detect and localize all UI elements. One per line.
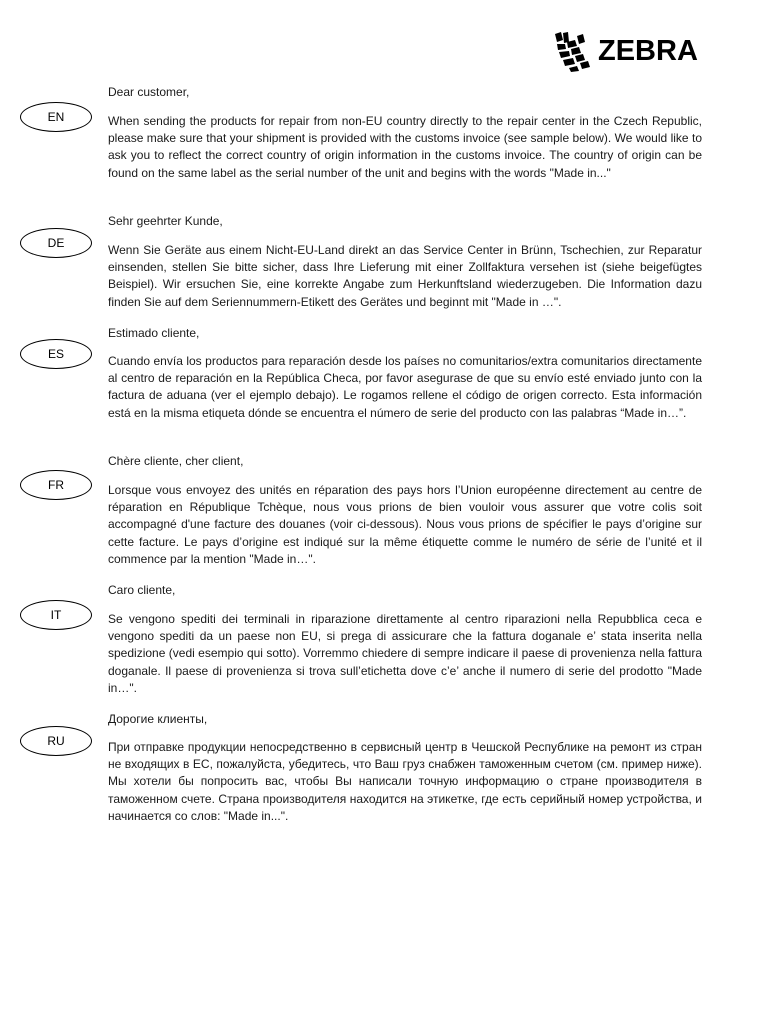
salutation-de: Sehr geehrter Kunde, (108, 214, 223, 228)
salutation-fr: Chère cliente, cher client, (108, 454, 244, 468)
zebra-head-icon (553, 30, 593, 72)
salutation-ru: Дорогие клиенты, (108, 712, 208, 726)
paragraph-fr: Lorsque vous envoyez des unités en réparation des pays hors l’Union européenne directement au centre de réparation en République Tchèque, nous vous prions de bien vouloir vous assurer que votre colis soit accompagné d'une facture des douanes (voir ci-dessous). Nous vous prions de spécifier le pays d’origine sur cette facture. Le pays d’origine est indiqué sur la même étiquette comme le numéro de série de l’unité et il commence par la mention "Made in…". (108, 483, 702, 566)
salutation-it: Caro cliente, (108, 583, 176, 597)
language-badge-de: DE (20, 228, 92, 258)
paragraph-de: Wenn Sie Geräte aus einem Nicht-EU-Land direkt an das Service Center in Brünn, Tschechien, zur Reparatur einsenden, stellen Sie bitte sicher, dass Ihre Lieferung mit einer Zollfaktura versehen ist (siehe beigefügtes Beispiel). Wir ersuchen Sie, eine korrekte Angabe zum Herkunftsland wiederzugeben. Die Information dazu finden Sie auf dem Seriennummern-Etikett des Gerätes und beginnt mit "Made in …". (108, 243, 702, 309)
language-badge-ru: RU (20, 726, 92, 756)
language-badge-it: IT (20, 600, 92, 630)
brand-name: ZEBRA (598, 34, 698, 67)
language-badge-fr: FR (20, 470, 92, 500)
language-badge-en: EN (20, 102, 92, 132)
salutation-en: Dear customer, (108, 85, 190, 99)
salutation-es: Estimado cliente, (108, 326, 200, 340)
paragraph-es: Cuando envía los productos para reparación desde los países no comunitarios/extra comunitarios directamente al centro de reparación en la República Checa, por favor asegurase de que su envío esté enviado junto con la factura de aduana (ver el ejemplo debajo). Le rogamos rellene el código de origen correcto. Esta información está en la misma etiqueta dónde se encuentra el número de serie del producto con las palabras “Made in…”. (108, 354, 702, 420)
paragraph-it: Se vengono spediti dei terminali in riparazione direttamente al centro riparazioni nella Repubblica ceca e vengono spediti da un paese non EU, si prega di assicurare che la fattura doganale e’ stata inserita nella spedizione (vedi esempio qui sotto). Vorremmo chiedere di sempre indicare il paese di provenienza nella fattura doganale. Il paese di provenienza si trova sull’etichetta dove c’e’ anche il numero di serie del prodotto "Made in…". (108, 612, 702, 695)
paragraph-ru: При отправке продукции непосредственно в сервисный центр в Чешской Республике на ремонт из стран не входящих в ЕС, пожалуйста, убедитесь, что Ваш груз снабжен таможенным счетом (см. пример ниже). Мы хотели бы попросить вас, чтобы Вы написали точную информацию о стране производителя в таможенном счете. Страна производителя находится на этикетке, где есть серийный номер устройства, и начинается со слов: "Made in...". (108, 740, 702, 823)
language-badge-es: ES (20, 339, 92, 369)
paragraph-en: When sending the products for repair from non-EU country directly to the repair center in the Czech Republic, please make sure that your shipment is provided with the customs invoice (see sample below). We would like to ask you to reflect the correct country of origin information in the customs invoice. The country of origin can be found on the same label as the serial number of the unit and begins with the words "Made in..." (108, 114, 702, 180)
zebra-logo (553, 30, 698, 72)
